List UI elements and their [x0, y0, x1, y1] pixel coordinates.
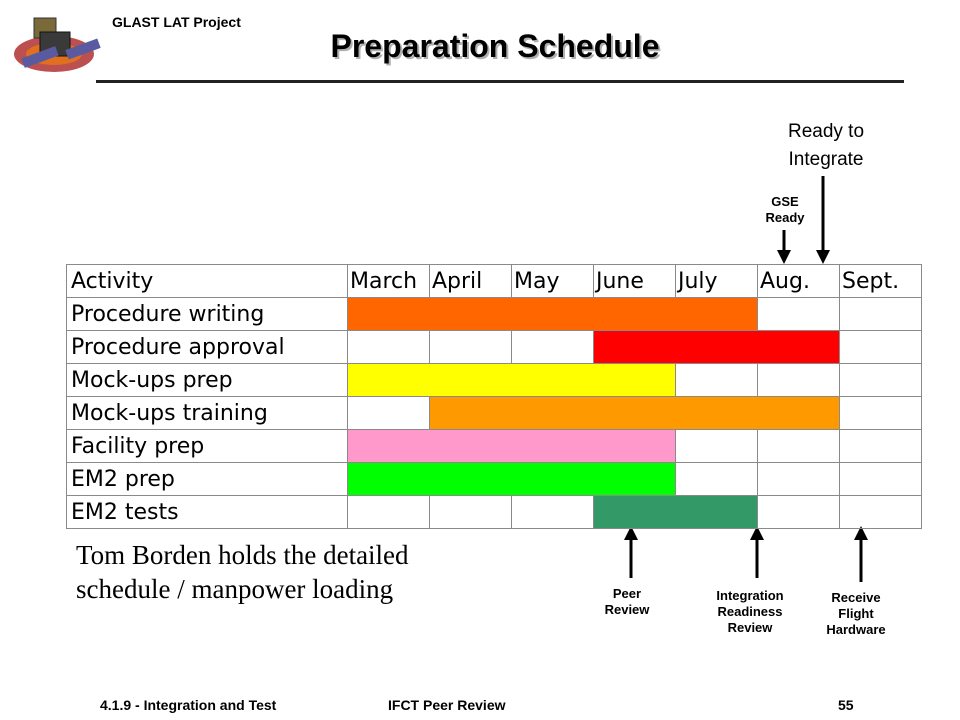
- integration-readiness-arrow: [750, 526, 764, 578]
- schedule-note: [76, 538, 496, 606]
- ready-to-integrate-line1: Ready to: [787, 121, 865, 142]
- empty-cell: [348, 397, 430, 430]
- header-month: Aug.: [758, 265, 840, 298]
- table-row: [67, 430, 922, 463]
- empty-cell: [840, 298, 922, 331]
- gse-ready-line1: GSE: [771, 194, 799, 209]
- table-row: [67, 496, 922, 529]
- peer-review-arrow: [624, 526, 638, 578]
- rfh-line3: Hardware: [826, 622, 886, 637]
- empty-cell: [430, 331, 512, 364]
- empty-cell: [758, 298, 840, 331]
- empty-cell: [840, 430, 922, 463]
- table-row: [67, 463, 922, 496]
- empty-cell: [676, 430, 758, 463]
- empty-cell: [676, 463, 758, 496]
- gantt-bar-cell: [348, 430, 676, 463]
- gantt-bar-cell: [348, 364, 676, 397]
- activity-label: Procedure writing: [67, 298, 348, 331]
- receive-hardware-arrow: [854, 526, 868, 582]
- gantt-bar-cell: [594, 496, 758, 529]
- gse-ready-arrow: [777, 230, 791, 264]
- gantt-bar: [348, 298, 757, 330]
- page-number: 55: [838, 697, 854, 713]
- gantt-bar-cell: [348, 463, 676, 496]
- gantt-bar-cell: [594, 331, 840, 364]
- activity-label: Mock-ups training: [67, 397, 348, 430]
- table-row: [67, 364, 922, 397]
- schedule-table: [66, 264, 922, 529]
- gantt-bar-cell: [430, 397, 840, 430]
- ready-to-integrate-line2: Integrate: [788, 149, 864, 170]
- empty-cell: [512, 331, 594, 364]
- gantt-bar: [594, 496, 757, 528]
- project-name: GLAST LAT Project: [112, 14, 241, 30]
- table-row: [67, 331, 922, 364]
- table-row: [67, 397, 922, 430]
- empty-cell: [840, 364, 922, 397]
- header-month: May: [512, 265, 594, 298]
- table-row: [67, 298, 922, 331]
- empty-cell: [348, 331, 430, 364]
- footer-event: IFCT Peer Review: [388, 697, 506, 713]
- gantt-bar-cell: [348, 298, 758, 331]
- activity-label: Procedure approval: [67, 331, 348, 364]
- gantt-bar: [348, 364, 675, 396]
- peer-review-label: [590, 586, 664, 618]
- note-line2: schedule / manpower loading: [76, 574, 394, 604]
- empty-cell: [758, 364, 840, 397]
- gse-ready-label: [752, 194, 818, 226]
- activity-label: EM2 tests: [67, 496, 348, 529]
- ready-to-integrate-arrow: [816, 176, 830, 264]
- empty-cell: [676, 364, 758, 397]
- note-line1: Tom Borden holds the detailed: [76, 540, 409, 570]
- empty-cell: [840, 496, 922, 529]
- rfh-line1: Receive: [831, 590, 881, 605]
- irr-line3: Review: [727, 620, 773, 635]
- page-title: Preparation Schedule: [330, 28, 660, 64]
- receive-flight-hardware-label: [810, 590, 902, 638]
- peer-review-line1: Peer: [612, 586, 642, 601]
- empty-cell: [840, 463, 922, 496]
- header-activity: Activity: [67, 265, 348, 298]
- irr-line1: Integration: [716, 588, 784, 603]
- activity-label: Mock-ups prep: [67, 364, 348, 397]
- empty-cell: [840, 397, 922, 430]
- gantt-bar: [430, 397, 839, 429]
- schedule-header-row: [67, 265, 922, 298]
- gantt-bar: [348, 463, 675, 495]
- header-month: March: [348, 265, 430, 298]
- activity-label: EM2 prep: [67, 463, 348, 496]
- rfh-line2: Flight: [838, 606, 874, 621]
- integration-readiness-review-label: [700, 588, 800, 636]
- gantt-bar: [348, 430, 675, 462]
- empty-cell: [348, 496, 430, 529]
- header-month: Sept.: [840, 265, 922, 298]
- empty-cell: [758, 463, 840, 496]
- empty-cell: [512, 496, 594, 529]
- irr-line2: Readiness: [717, 604, 783, 619]
- header-month: April: [430, 265, 512, 298]
- empty-cell: [758, 430, 840, 463]
- gse-ready-line2: Ready: [765, 210, 805, 225]
- empty-cell: [430, 496, 512, 529]
- peer-review-line2: Review: [604, 602, 650, 617]
- footer-section: 4.1.9 - Integration and Test: [100, 697, 277, 713]
- empty-cell: [840, 331, 922, 364]
- header-month: June: [594, 265, 676, 298]
- ready-to-integrate-label: [764, 118, 888, 174]
- gantt-bar: [594, 331, 839, 363]
- header-month: July: [676, 265, 758, 298]
- activity-label: Facility prep: [67, 430, 348, 463]
- empty-cell: [758, 496, 840, 529]
- title-divider: [96, 80, 904, 83]
